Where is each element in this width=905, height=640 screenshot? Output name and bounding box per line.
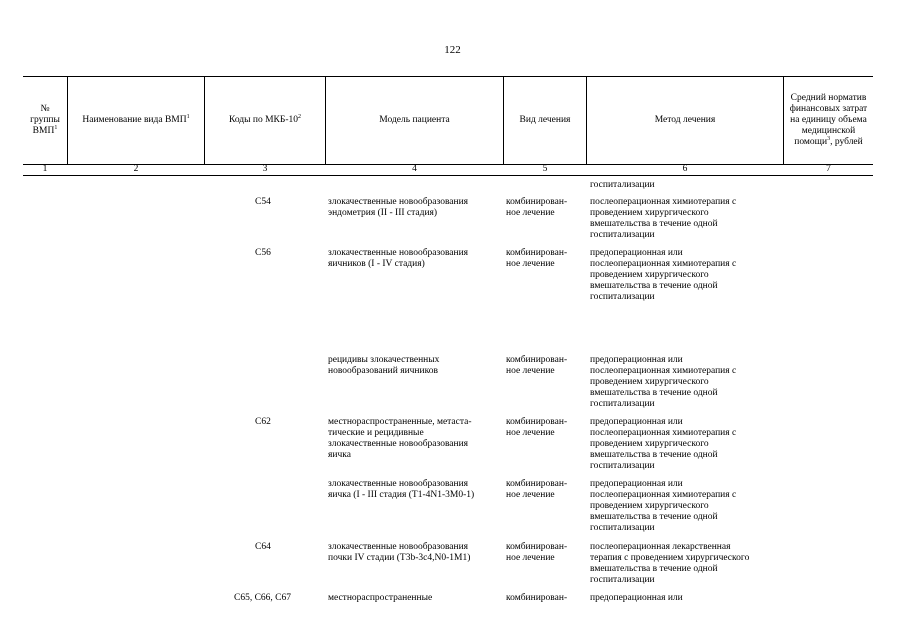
header-icd-codes: Коды по МКБ-$10^2$ xyxy=(228,113,302,125)
patient-model-cell: злокачественные новообразования яичников (I - IV стадия) xyxy=(328,248,469,269)
header-treatment-method: Метод лечения xyxy=(654,115,716,125)
column-number: 1 xyxy=(42,164,48,174)
treatment-method-cell: предоперационная или послеоперационная химиотерапия с проведением хирургического вмешательства в течение одной госпитализации xyxy=(590,417,737,471)
column-numbers-rule xyxy=(23,175,873,176)
patient-model-cell: местнораспространенные xyxy=(328,593,433,603)
page-number: 122 xyxy=(444,44,461,56)
icd-code-cell: C56 xyxy=(255,248,271,258)
treatment-method-cell: предоперационная или xyxy=(590,593,683,603)
treatment-type-cell: комбинирован- ное лечение xyxy=(506,479,568,500)
column-number: 3 xyxy=(262,164,268,174)
column-number: 5 xyxy=(542,164,548,174)
patient-model-cell: местнораспространенные, метаста- тические и рецидивные злокачественные новообразования яичка xyxy=(328,417,472,460)
treatment-type-cell: комбинирован- ное лечение xyxy=(506,355,568,376)
icd-code-cell: C65, C66, C67 xyxy=(234,593,292,603)
treatment-type-cell: комбинирован- ное лечение xyxy=(506,197,568,218)
icd-code-cell: C54 xyxy=(255,197,271,207)
icd-code-cell: C62 xyxy=(255,417,271,427)
header-cost-standard: Средний норматив финансовых затрат на единицу объема медицинской помощи$^3$, рублей xyxy=(789,93,868,147)
treatment-method-cell: послеоперационная химиотерапия с проведением хирургического вмешательства в течение одной госпитализации xyxy=(590,197,737,240)
header-group-number: № группы ВМП$^1$ xyxy=(30,104,60,136)
column-number: 2 xyxy=(133,164,139,174)
header-patient-model: Модель пациента xyxy=(379,115,450,125)
treatment-method-cell: предоперационная или послеоперационная химиотерапия с проведением хирургического вмешательства в течение одной госпитализации xyxy=(590,355,737,409)
treatment-type-cell: комбинирован- ное лечение xyxy=(506,248,568,269)
column-number: 6 xyxy=(682,164,688,174)
treatment-method-cell: послеоперационная лекарственная терапия с проведением хирургического вмешательства в течение одной госпитализации xyxy=(590,542,750,585)
patient-model-cell: рецидивы злокачественных новообразований яичников xyxy=(328,355,440,376)
header-treatment-type: Вид лечения xyxy=(519,115,571,125)
patient-model-cell: злокачественные новообразования эндометрия (II - III стадия) xyxy=(328,197,469,218)
treatment-type-cell: комбинирован- xyxy=(506,593,568,603)
treatment-method-cell: госпитализации xyxy=(590,180,655,190)
icd-code-cell: C64 xyxy=(255,542,271,552)
treatment-type-cell: комбинирован- ное лечение xyxy=(506,542,568,563)
table-header xyxy=(23,76,873,165)
header-vmp-name: Наименование вида ВМП$^1$ xyxy=(82,113,190,125)
treatment-method-cell: предоперационная или послеоперационная химиотерапия с проведением хирургического вмешательства в течение одной госпитализации xyxy=(590,479,737,533)
treatment-type-cell: комбинирован- ное лечение xyxy=(506,417,568,438)
column-number: 7 xyxy=(826,164,831,174)
column-number: 4 xyxy=(412,164,417,174)
treatment-method-cell: предоперационная или послеоперационная химиотерапия с проведением хирургического вмешательства в течение одной госпитализации xyxy=(590,248,737,302)
patient-model-cell: злокачественные новообразования почки IV стадии (T3b-3c4,N0-1M1) xyxy=(328,542,471,563)
patient-model-cell: злокачественные новообразования яичка (I - III стадия (T1-4N1-3M0-1) xyxy=(328,479,475,500)
